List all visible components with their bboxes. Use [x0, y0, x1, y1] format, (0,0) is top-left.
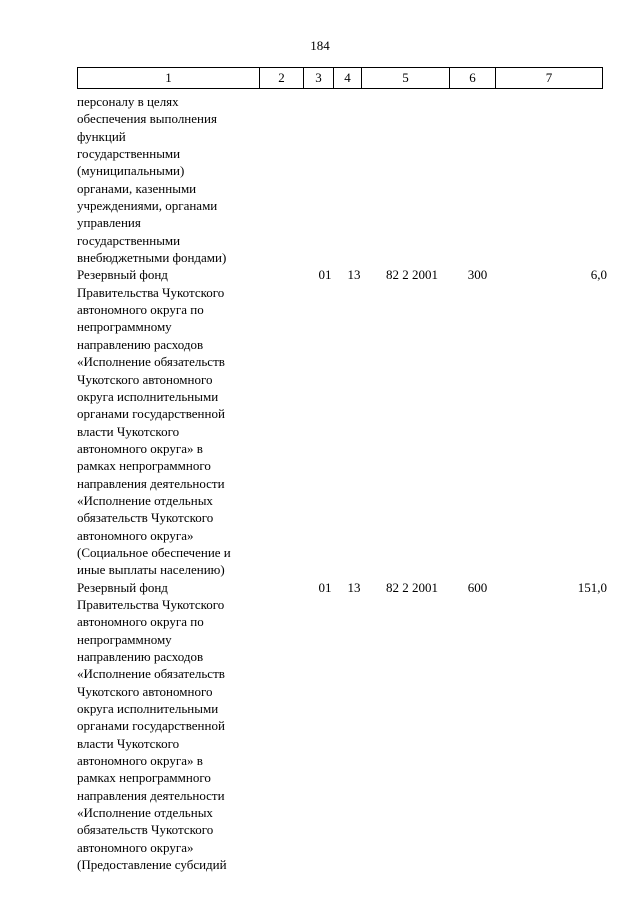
table-row [77, 579, 607, 874]
row-subsection-code: 13 [347, 267, 361, 283]
row-section-code: 01 [318, 579, 332, 595]
row-description: Резервный фонд Правительства Чукотского автономного округа по непрограммному направлению расходов «Исполнение обязательств Чукотского автономного округа исполнительными органами государственной власти Чукотского автономного округа» в рамках непрограммного направления деятельности «Исполнение отдельных обязательств Чукотского автономного округа» (Социальное обеспечение и иные выплаты населению) [77, 267, 231, 578]
table-header [77, 67, 603, 89]
page-number: 184 [310, 38, 330, 53]
row-target-code: 82 2 2001 [386, 267, 438, 283]
header-col-4: 4 [334, 68, 362, 89]
row-description: персоналу в целях обеспечения выполнения функций государственными (муниципальными) органами, казенными учреждениями, органами управления государственными внебюджетными фондами) [77, 94, 227, 266]
header-col-2: 2 [260, 68, 304, 89]
header-row [78, 68, 603, 89]
row-target-code: 82 2 2001 [386, 579, 438, 595]
row-amount: 6,0 [590, 267, 607, 283]
header-col-5: 5 [362, 68, 450, 89]
header-col-6: 6 [450, 68, 496, 89]
row-section-code: 01 [318, 267, 332, 283]
table-body [77, 93, 607, 873]
row-subsection-code: 13 [347, 579, 361, 595]
header-col-1: 1 [78, 68, 260, 89]
table-row [77, 266, 607, 578]
header-col-3: 3 [304, 68, 334, 89]
row-expense-type: 600 [467, 579, 488, 595]
header-col-7: 7 [496, 68, 603, 89]
table-row [77, 93, 607, 266]
row-expense-type: 300 [467, 267, 488, 283]
row-description: Резервный фонд Правительства Чукотского автономного округа по непрограммному направлению расходов «Исполнение обязательств Чукотского автономного округа исполнительными органами государственной власти Чукотского автономного округа» в рамках непрограммного направления деятельности «Исполнение отдельных обязательств Чукотского автономного округа» (Предоставление субсидий [77, 579, 227, 873]
row-amount: 151,0 [577, 579, 607, 595]
